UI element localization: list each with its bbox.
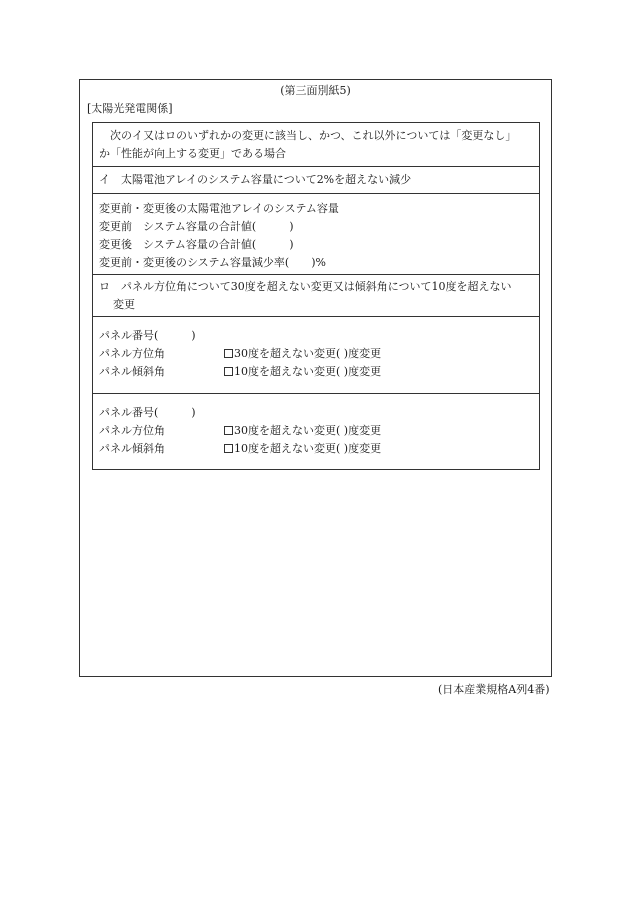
capacity-before-field[interactable]: 変更前 システム容量の合計値( ) bbox=[99, 220, 294, 233]
item-i-text: イ 太陽電池アレイのシステム容量について2%を超えない減少 bbox=[99, 173, 412, 186]
panel-block bbox=[93, 394, 539, 469]
item-ro-line-2: 変更 bbox=[113, 298, 135, 311]
item-ro-line-1: ロ パネル方位角について30度を超えない変更又は傾斜角について10度を超えない bbox=[99, 280, 512, 293]
panel-tilt-option bbox=[224, 363, 381, 381]
panel-tilt-label: パネル傾斜角 bbox=[99, 442, 165, 455]
panel-tilt-row bbox=[99, 440, 533, 458]
panel-azimuth-label: パネル方位角 bbox=[99, 424, 165, 437]
paper-size-note: (日本産業規格A列4番) bbox=[438, 683, 550, 696]
capacity-section bbox=[93, 194, 539, 275]
capacity-heading: 変更前・変更後の太陽電池アレイのシステム容量 bbox=[99, 202, 339, 215]
azimuth-option-text: 30度を超えない変更( )度変更 bbox=[234, 347, 382, 360]
item-i-section bbox=[93, 167, 539, 194]
panel-block bbox=[93, 317, 539, 394]
item-ro-text bbox=[99, 278, 533, 314]
panel-tilt-option bbox=[224, 440, 381, 458]
category-label: [太陽光発電関係] bbox=[87, 102, 173, 115]
form-title: (第三面別紙5) bbox=[280, 84, 351, 97]
panel-number-field[interactable]: パネル番号( ) bbox=[99, 329, 196, 342]
panel-azimuth-option bbox=[224, 422, 381, 440]
panel-tilt-label: パネル傾斜角 bbox=[99, 365, 165, 378]
form-frame bbox=[79, 79, 552, 677]
panel-azimuth-row bbox=[99, 345, 533, 363]
azimuth-checkbox[interactable] bbox=[224, 349, 233, 358]
tilt-checkbox[interactable] bbox=[224, 444, 233, 453]
panel-azimuth-option bbox=[224, 345, 381, 363]
azimuth-checkbox[interactable] bbox=[224, 426, 233, 435]
azimuth-option-text: 30度を超えない変更( )度変更 bbox=[234, 424, 382, 437]
panel-azimuth-row bbox=[99, 422, 533, 440]
intro-line-1: 次のイ又はロのいずれかの変更に該当し、かつ、これ以外については「変更なし」 bbox=[110, 129, 517, 142]
intro-line-2: か「性能が向上する変更」である場合 bbox=[99, 147, 286, 160]
item-ro-section bbox=[93, 275, 539, 317]
tilt-option-text: 10度を超えない変更( )度変更 bbox=[234, 442, 382, 455]
form-table bbox=[92, 122, 540, 470]
tilt-option-text: 10度を超えない変更( )度変更 bbox=[234, 365, 382, 378]
panel-tilt-row bbox=[99, 363, 533, 381]
panel-azimuth-label: パネル方位角 bbox=[99, 347, 165, 360]
tilt-checkbox[interactable] bbox=[224, 367, 233, 376]
intro-section bbox=[93, 123, 539, 167]
capacity-rate-field[interactable]: 変更前・変更後のシステム容量減少率( )% bbox=[99, 256, 326, 269]
panel-number-field[interactable]: パネル番号( ) bbox=[99, 406, 196, 419]
capacity-after-field[interactable]: 変更後 システム容量の合計値( ) bbox=[99, 238, 294, 251]
